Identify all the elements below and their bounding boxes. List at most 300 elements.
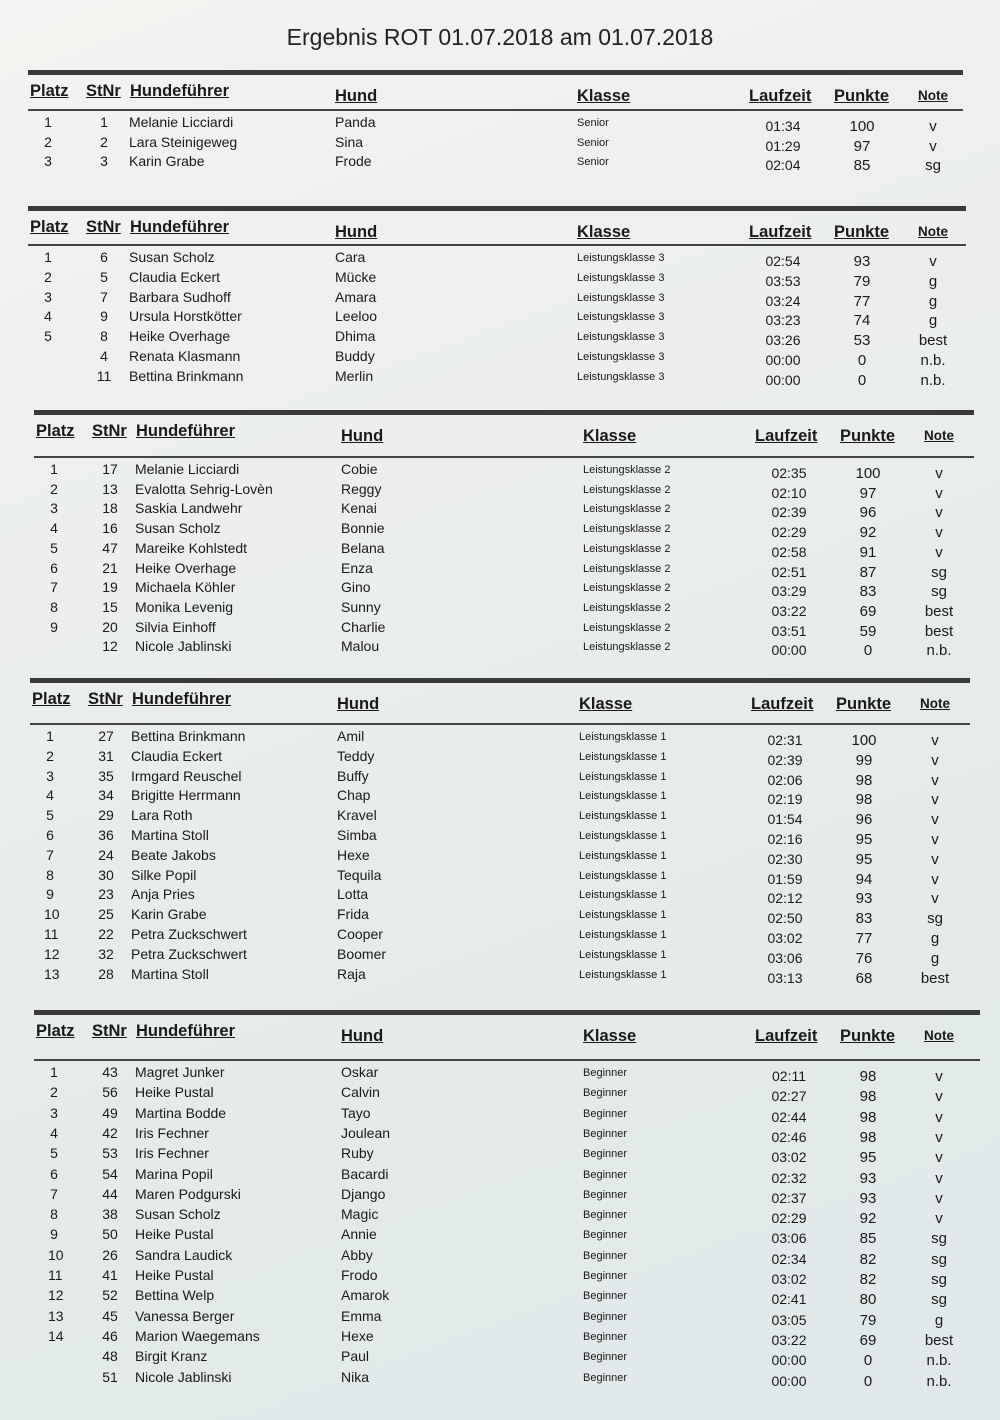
cell-stnr: 30 bbox=[98, 866, 114, 883]
cell-laufzeit: 03:02 bbox=[771, 1149, 807, 1166]
cell-note: v bbox=[931, 791, 939, 809]
table-row bbox=[28, 134, 963, 154]
column-header-hund: Hund bbox=[337, 695, 380, 713]
column-header-hundefuehrer: Hundeführer bbox=[136, 422, 235, 440]
cell-punkte: 99 bbox=[855, 751, 873, 769]
table-row bbox=[30, 946, 970, 966]
cell-stnr: 54 bbox=[102, 1165, 118, 1182]
cell-punkte: 98 bbox=[859, 1108, 877, 1126]
cell-note: v bbox=[931, 811, 939, 829]
cell-klasse: Leistungsklasse 3 bbox=[577, 331, 665, 344]
cell-laufzeit: 00:00 bbox=[771, 1352, 807, 1369]
cell-note: v bbox=[935, 1149, 943, 1167]
table-row bbox=[34, 1186, 980, 1206]
cell-klasse: Leistungsklasse 1 bbox=[579, 929, 667, 941]
cell-punkte: 79 bbox=[859, 1311, 877, 1329]
cell-klasse: Leistungsklasse 2 bbox=[583, 503, 671, 516]
cell-klasse: Leistungsklasse 2 bbox=[583, 464, 671, 476]
cell-hund: Enza bbox=[341, 559, 373, 576]
cell-stnr: 52 bbox=[102, 1287, 118, 1304]
cell-klasse: Beginner bbox=[583, 1127, 628, 1140]
cell-stnr: 48 bbox=[102, 1348, 118, 1365]
table-row bbox=[30, 787, 970, 807]
cell-punkte: 0 bbox=[857, 371, 867, 389]
cell-fuehrer: Heike Overhage bbox=[135, 559, 237, 576]
cell-laufzeit: 02:29 bbox=[771, 1210, 807, 1227]
table-row bbox=[30, 807, 970, 827]
cell-note: g bbox=[928, 272, 938, 290]
cell-stnr: 16 bbox=[102, 520, 118, 537]
cell-punkte: 93 bbox=[859, 1189, 877, 1207]
cell-fuehrer: Claudia Eckert bbox=[129, 268, 221, 285]
cell-stnr: 46 bbox=[102, 1327, 118, 1344]
section-leistungsklasse-3 bbox=[28, 206, 966, 398]
cell-klasse: Senior bbox=[577, 156, 609, 168]
cell-laufzeit: 03:29 bbox=[771, 583, 807, 600]
cell-note: best bbox=[918, 332, 948, 350]
cell-fuehrer: Lara Steinigeweg bbox=[129, 133, 238, 150]
column-header-note: Note bbox=[920, 696, 950, 711]
cell-hund: Cobie bbox=[341, 461, 378, 477]
cell-platz: 8 bbox=[50, 598, 58, 615]
column-header-note: Note bbox=[918, 88, 948, 103]
cell-platz: 12 bbox=[48, 1287, 64, 1304]
cell-laufzeit: 02:19 bbox=[767, 791, 803, 808]
table-row bbox=[34, 1247, 980, 1267]
column-header-stnr: StNr bbox=[86, 82, 121, 100]
cell-klasse: Leistungsklasse 1 bbox=[579, 750, 667, 763]
cell-punkte: 87 bbox=[859, 563, 877, 581]
cell-platz: 10 bbox=[44, 906, 60, 923]
cell-stnr: 50 bbox=[102, 1226, 118, 1243]
cell-platz: 4 bbox=[44, 308, 52, 325]
cell-platz: 14 bbox=[48, 1327, 64, 1344]
cell-laufzeit: 01:59 bbox=[767, 870, 803, 887]
table-row bbox=[30, 867, 970, 887]
header-underline bbox=[28, 244, 966, 246]
table-row bbox=[34, 1328, 980, 1348]
table-row bbox=[34, 1105, 980, 1125]
cell-note: g bbox=[930, 930, 940, 947]
cell-punkte: 95 bbox=[855, 831, 873, 848]
table-row bbox=[34, 619, 974, 639]
cell-fuehrer: Nicole Jablinski bbox=[135, 638, 232, 655]
cell-laufzeit: 02:46 bbox=[771, 1128, 807, 1145]
cell-hund: Nika bbox=[341, 1368, 370, 1385]
cell-klasse: Leistungsklasse 3 bbox=[577, 291, 665, 304]
table-row bbox=[30, 768, 970, 788]
cell-hund: Django bbox=[341, 1185, 386, 1202]
cell-stnr: 56 bbox=[102, 1084, 118, 1101]
cell-note: v bbox=[929, 137, 937, 155]
cell-punkte: 77 bbox=[855, 930, 873, 947]
cell-laufzeit: 03:22 bbox=[771, 1331, 807, 1348]
cell-note: best bbox=[920, 969, 950, 987]
cell-punkte: 92 bbox=[859, 524, 877, 542]
cell-laufzeit: 02:29 bbox=[771, 524, 807, 541]
column-header-hundefuehrer: Hundeführer bbox=[130, 218, 229, 236]
cell-klasse: Beginner bbox=[583, 1168, 628, 1181]
cell-klasse: Leistungsklasse 1 bbox=[579, 948, 667, 961]
cell-laufzeit: 02:27 bbox=[771, 1088, 807, 1105]
cell-note: n.b. bbox=[920, 371, 946, 389]
cell-punkte: 69 bbox=[859, 602, 877, 620]
cell-klasse: Leistungsklasse 2 bbox=[583, 562, 671, 575]
cell-hund: Cara bbox=[335, 249, 366, 265]
column-header-punkte: Punkte bbox=[840, 1027, 896, 1045]
cell-platz: 11 bbox=[48, 1267, 63, 1283]
cell-laufzeit: 02:16 bbox=[767, 831, 803, 847]
table-row bbox=[30, 748, 970, 768]
cell-note: v bbox=[935, 524, 943, 542]
cell-note: g bbox=[934, 1311, 944, 1329]
cell-hund: Amil bbox=[337, 728, 365, 744]
cell-stnr: 27 bbox=[98, 728, 114, 744]
cell-hund: Reggy bbox=[341, 480, 382, 497]
cell-fuehrer: Evalotta Sehrig-Lovèn bbox=[135, 480, 273, 497]
table-row bbox=[28, 269, 966, 289]
table-row bbox=[34, 1125, 980, 1145]
column-header-laufzeit: Laufzeit bbox=[749, 87, 812, 105]
table-row bbox=[28, 249, 966, 269]
cell-laufzeit: 03:06 bbox=[767, 949, 803, 966]
table-row bbox=[34, 579, 974, 599]
column-header-klasse: Klasse bbox=[583, 427, 637, 445]
cell-note: v bbox=[935, 1108, 943, 1126]
cell-hund: Amarok bbox=[341, 1287, 390, 1304]
cell-punkte: 93 bbox=[859, 1169, 877, 1187]
cell-note: v bbox=[935, 484, 943, 502]
cell-stnr: 43 bbox=[102, 1064, 118, 1080]
column-header-klasse: Klasse bbox=[579, 695, 633, 713]
cell-klasse: Leistungsklasse 2 bbox=[583, 621, 671, 634]
cell-punkte: 91 bbox=[859, 543, 877, 561]
cell-laufzeit: 02:50 bbox=[767, 910, 803, 927]
cell-klasse: Beginner bbox=[583, 1087, 628, 1100]
cell-platz: 13 bbox=[44, 965, 60, 982]
cell-laufzeit: 03:13 bbox=[767, 969, 803, 986]
cell-fuehrer: Michaela Köhler bbox=[135, 579, 236, 596]
cell-platz: 1 bbox=[46, 728, 54, 744]
cell-platz: 1 bbox=[44, 114, 52, 130]
cell-stnr: 25 bbox=[98, 906, 114, 923]
cell-note: v bbox=[931, 870, 939, 888]
cell-hund: Boomer bbox=[337, 945, 387, 962]
cell-klasse: Leistungsklasse 2 bbox=[583, 542, 671, 555]
cell-laufzeit: 00:00 bbox=[765, 352, 801, 368]
cell-hund: Malou bbox=[341, 638, 380, 655]
cell-punkte: 59 bbox=[859, 622, 877, 640]
cell-laufzeit: 03:24 bbox=[765, 292, 801, 309]
column-header-hund: Hund bbox=[341, 1027, 384, 1045]
cell-punkte: 96 bbox=[855, 811, 873, 829]
cell-laufzeit: 02:06 bbox=[767, 771, 803, 788]
cell-punkte: 68 bbox=[855, 969, 873, 987]
section-leistungsklasse-2 bbox=[34, 410, 974, 668]
cell-laufzeit: 02:34 bbox=[771, 1250, 807, 1267]
cell-note: v bbox=[935, 504, 943, 522]
cell-note: best bbox=[924, 1331, 954, 1349]
cell-fuehrer: Sandra Laudick bbox=[135, 1246, 233, 1263]
column-header-klasse: Klasse bbox=[583, 1027, 637, 1045]
cell-punkte: 85 bbox=[853, 157, 871, 174]
cell-klasse: Beginner bbox=[583, 1249, 628, 1262]
cell-punkte: 0 bbox=[863, 642, 873, 660]
cell-punkte: 93 bbox=[853, 253, 871, 270]
cell-laufzeit: 02:30 bbox=[767, 850, 803, 867]
cell-hund: Sina bbox=[335, 133, 364, 150]
cell-stnr: 5 bbox=[100, 268, 108, 285]
cell-laufzeit: 02:11 bbox=[772, 1068, 806, 1084]
cell-punkte: 0 bbox=[863, 1352, 873, 1370]
table-row bbox=[34, 1226, 980, 1246]
cell-punkte: 0 bbox=[857, 352, 867, 369]
cell-punkte: 92 bbox=[859, 1210, 877, 1228]
cell-punkte: 85 bbox=[859, 1230, 877, 1248]
table-row bbox=[34, 560, 974, 580]
table-row bbox=[30, 906, 970, 926]
table-row bbox=[30, 827, 970, 847]
column-header-platz: Platz bbox=[36, 422, 75, 440]
cell-hund: Cooper bbox=[337, 926, 383, 942]
cell-note: v bbox=[931, 831, 939, 848]
cell-klasse: Leistungsklasse 3 bbox=[577, 252, 665, 264]
cell-stnr: 36 bbox=[98, 827, 114, 843]
cell-stnr: 45 bbox=[102, 1307, 118, 1324]
table-row bbox=[28, 114, 963, 134]
cell-fuehrer: Heike Pustal bbox=[135, 1267, 214, 1283]
cell-fuehrer: Mareike Kohlstedt bbox=[135, 539, 248, 556]
cell-stnr: 8 bbox=[100, 328, 108, 345]
cell-hund: Paul bbox=[341, 1348, 370, 1365]
cell-platz: 5 bbox=[50, 539, 58, 556]
table-row bbox=[34, 599, 974, 619]
cell-note: v bbox=[935, 1189, 943, 1207]
column-header-punkte: Punkte bbox=[836, 695, 892, 713]
cell-fuehrer: Iris Fechner bbox=[135, 1145, 209, 1162]
cell-klasse: Beginner bbox=[583, 1107, 628, 1120]
cell-klasse: Leistungsklasse 1 bbox=[579, 869, 667, 882]
cell-klasse: Leistungsklasse 1 bbox=[579, 731, 667, 743]
cell-note: v bbox=[935, 543, 943, 561]
cell-note: v bbox=[935, 1210, 943, 1228]
cell-hund: Lotta bbox=[337, 886, 369, 903]
cell-fuehrer: Bettina Brinkmann bbox=[129, 367, 244, 384]
section-top-rule bbox=[30, 678, 970, 683]
cell-punkte: 100 bbox=[849, 118, 875, 135]
cell-stnr: 28 bbox=[98, 965, 114, 982]
cell-platz: 3 bbox=[44, 288, 52, 305]
cell-note: v bbox=[929, 118, 937, 135]
cell-fuehrer: Martina Stoll bbox=[131, 965, 209, 982]
cell-note: v bbox=[931, 771, 939, 789]
cell-klasse: Leistungsklasse 1 bbox=[579, 790, 667, 803]
cell-stnr: 20 bbox=[102, 618, 118, 635]
cell-note: v bbox=[935, 1088, 943, 1106]
cell-laufzeit: 03:06 bbox=[771, 1230, 807, 1247]
cell-fuehrer: Claudia Eckert bbox=[131, 747, 223, 764]
column-header-stnr: StNr bbox=[88, 690, 123, 708]
page-title: Ergebnis ROT 01.07.2018 am 01.07.2018 bbox=[286, 24, 714, 50]
cell-laufzeit: 02:51 bbox=[771, 563, 807, 580]
cell-hund: Kravel bbox=[337, 807, 377, 824]
cell-stnr: 42 bbox=[102, 1124, 118, 1141]
column-header-punkte: Punkte bbox=[834, 223, 890, 241]
section-senior bbox=[28, 70, 963, 183]
header-underline bbox=[28, 109, 963, 111]
cell-klasse: Beginner bbox=[583, 1270, 628, 1282]
cell-stnr: 35 bbox=[98, 767, 114, 784]
cell-platz: 5 bbox=[46, 807, 54, 824]
column-header-platz: Platz bbox=[30, 82, 69, 100]
table-row bbox=[34, 1369, 980, 1389]
cell-fuehrer: Magret Junker bbox=[135, 1064, 225, 1080]
cell-fuehrer: Karin Grabe bbox=[131, 906, 207, 923]
cell-platz: 4 bbox=[50, 1124, 58, 1141]
cell-punkte: 96 bbox=[859, 504, 877, 522]
column-header-punkte: Punkte bbox=[840, 427, 896, 445]
cell-hund: Teddy bbox=[337, 747, 375, 764]
cell-platz: 2 bbox=[50, 1084, 58, 1101]
cell-fuehrer: Silvia Einhoff bbox=[135, 618, 216, 635]
cell-platz: 11 bbox=[44, 926, 59, 942]
table-row bbox=[34, 461, 974, 481]
table-row bbox=[34, 1267, 980, 1287]
cell-fuehrer: Irmgard Reuschel bbox=[131, 767, 242, 784]
cell-fuehrer: Petra Zuckschwert bbox=[131, 945, 247, 962]
cell-klasse: Leistungsklasse 1 bbox=[579, 889, 667, 902]
cell-note: v bbox=[931, 751, 939, 769]
cell-platz: 2 bbox=[44, 133, 52, 150]
cell-klasse: Leistungsklasse 3 bbox=[577, 311, 665, 324]
cell-platz: 2 bbox=[50, 480, 58, 497]
column-header-note: Note bbox=[918, 224, 948, 239]
cell-klasse: Beginner bbox=[583, 1209, 628, 1222]
cell-laufzeit: 00:00 bbox=[765, 371, 801, 388]
cell-platz: 2 bbox=[46, 747, 54, 764]
cell-klasse: Beginner bbox=[583, 1067, 628, 1079]
header-underline bbox=[34, 456, 974, 458]
cell-platz: 9 bbox=[50, 618, 58, 635]
cell-fuehrer: Melanie Licciardi bbox=[135, 461, 240, 477]
cell-fuehrer: Renata Klasmann bbox=[129, 348, 241, 364]
cell-note: sg bbox=[931, 563, 947, 581]
cell-platz: 10 bbox=[48, 1246, 64, 1263]
cell-laufzeit: 02:54 bbox=[765, 253, 801, 269]
cell-laufzeit: 02:58 bbox=[771, 543, 807, 560]
cell-punkte: 97 bbox=[859, 484, 877, 502]
cell-fuehrer: Ursula Horstkötter bbox=[129, 308, 242, 325]
section-top-rule bbox=[28, 70, 963, 75]
cell-klasse: Beginner bbox=[583, 1290, 628, 1303]
cell-laufzeit: 03:22 bbox=[771, 602, 807, 619]
cell-fuehrer: Maren Podgurski bbox=[135, 1185, 241, 1202]
cell-punkte: 100 bbox=[855, 465, 881, 482]
cell-laufzeit: 01:54 bbox=[767, 811, 803, 828]
column-header-platz: Platz bbox=[30, 218, 69, 236]
cell-fuehrer: Melanie Licciardi bbox=[129, 114, 234, 130]
table-row bbox=[28, 289, 966, 309]
cell-hund: Bacardi bbox=[341, 1165, 389, 1182]
cell-note: n.b. bbox=[920, 352, 946, 369]
cell-stnr: 47 bbox=[102, 539, 118, 556]
column-header-platz: Platz bbox=[32, 690, 71, 708]
cell-punkte: 83 bbox=[859, 583, 877, 601]
cell-platz: 8 bbox=[46, 866, 54, 883]
cell-stnr: 34 bbox=[98, 787, 114, 804]
cell-stnr: 15 bbox=[102, 598, 118, 615]
cell-stnr: 13 bbox=[102, 480, 118, 497]
cell-fuehrer: Heike Pustal bbox=[135, 1084, 214, 1101]
cell-fuehrer: Birgit Kranz bbox=[135, 1348, 208, 1365]
cell-klasse: Beginner bbox=[583, 1371, 628, 1384]
cell-punkte: 80 bbox=[859, 1291, 877, 1309]
cell-klasse: Leistungsklasse 2 bbox=[583, 582, 671, 595]
cell-hund: Tayo bbox=[341, 1104, 371, 1121]
cell-platz: 4 bbox=[46, 787, 54, 804]
cell-stnr: 49 bbox=[102, 1104, 118, 1121]
cell-klasse: Leistungsklasse 3 bbox=[577, 370, 665, 383]
cell-hund: Hexe bbox=[337, 846, 370, 863]
cell-fuehrer: Bettina Brinkmann bbox=[131, 728, 246, 744]
cell-platz: 1 bbox=[50, 1064, 58, 1080]
cell-laufzeit: 03:02 bbox=[767, 930, 803, 946]
cell-stnr: 4 bbox=[100, 348, 108, 364]
cell-laufzeit: 02:39 bbox=[771, 504, 807, 521]
cell-punkte: 82 bbox=[859, 1250, 877, 1268]
column-header-hund: Hund bbox=[335, 223, 378, 241]
cell-stnr: 19 bbox=[102, 579, 118, 596]
cell-fuehrer: Iris Fechner bbox=[135, 1124, 209, 1141]
cell-punkte: 77 bbox=[853, 292, 871, 310]
header-underline bbox=[34, 1059, 980, 1061]
cell-laufzeit: 02:41 bbox=[771, 1291, 807, 1308]
cell-fuehrer: Marion Waegemans bbox=[135, 1327, 260, 1344]
cell-klasse: Beginner bbox=[583, 1330, 628, 1343]
table-row bbox=[34, 1348, 980, 1368]
cell-note: v bbox=[935, 1128, 943, 1146]
table-row bbox=[34, 1064, 980, 1084]
cell-note: sg bbox=[931, 583, 947, 601]
cell-laufzeit: 03:05 bbox=[771, 1311, 807, 1328]
column-header-stnr: StNr bbox=[86, 218, 121, 236]
column-header-punkte: Punkte bbox=[834, 87, 890, 105]
column-header-laufzeit: Laufzeit bbox=[751, 695, 814, 713]
cell-stnr: 31 bbox=[98, 747, 114, 764]
cell-platz: 4 bbox=[50, 520, 58, 537]
cell-klasse: Beginner bbox=[583, 1351, 628, 1364]
cell-hund: Frode bbox=[335, 153, 372, 169]
cell-note: sg bbox=[931, 1250, 947, 1268]
column-header-hundefuehrer: Hundeführer bbox=[132, 690, 231, 708]
table-row bbox=[30, 886, 970, 906]
cell-hund: Magic bbox=[341, 1206, 379, 1223]
cell-fuehrer: Susan Scholz bbox=[129, 249, 215, 265]
cell-punkte: 95 bbox=[859, 1149, 877, 1167]
cell-platz: 7 bbox=[50, 1185, 58, 1202]
cell-hund: Leeloo bbox=[335, 308, 378, 325]
cell-hund: Buddy bbox=[335, 348, 375, 364]
cell-note: best bbox=[924, 622, 954, 640]
cell-hund: Sunny bbox=[341, 598, 381, 615]
cell-stnr: 38 bbox=[102, 1206, 118, 1223]
cell-stnr: 6 bbox=[100, 249, 108, 265]
cell-klasse: Leistungsklasse 3 bbox=[577, 351, 665, 363]
cell-platz: 6 bbox=[46, 827, 54, 843]
cell-klasse: Leistungsklasse 1 bbox=[579, 968, 667, 981]
cell-punkte: 53 bbox=[853, 332, 871, 350]
cell-klasse: Leistungsklasse 2 bbox=[583, 523, 671, 536]
